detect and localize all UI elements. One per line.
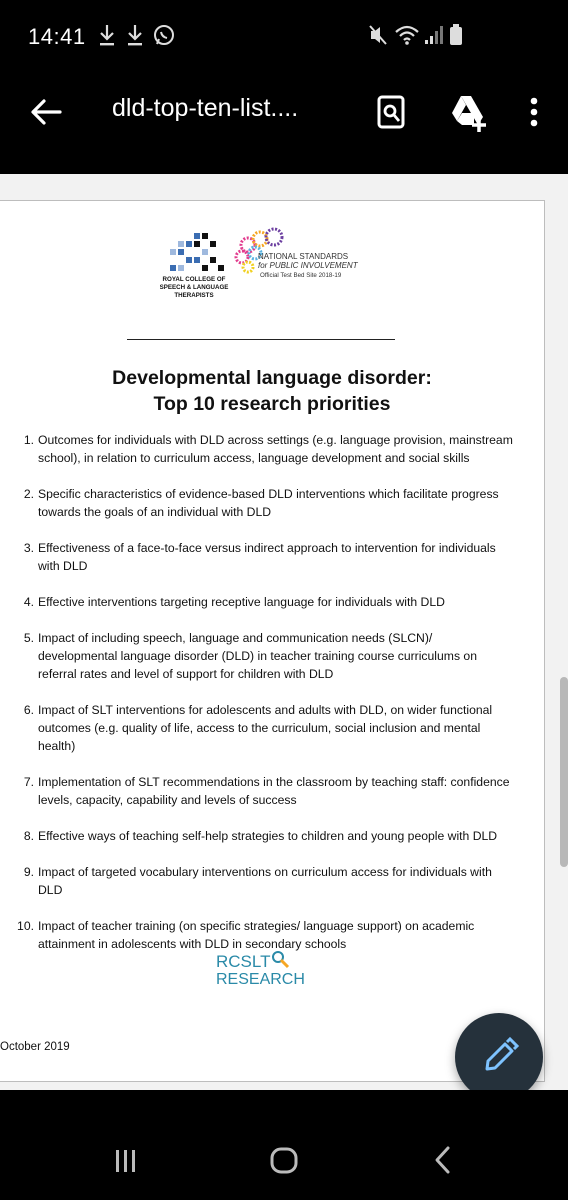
scrollbar-thumb[interactable] bbox=[560, 677, 568, 867]
list-item bbox=[14, 863, 514, 899]
add-to-drive-icon[interactable] bbox=[446, 90, 490, 134]
recents-icon[interactable] bbox=[104, 1138, 148, 1182]
list-item bbox=[14, 629, 514, 683]
heading-line-2: Top 10 research priorities bbox=[153, 393, 391, 415]
list-item bbox=[14, 593, 514, 611]
header-logos bbox=[160, 227, 390, 317]
item-number: 1. bbox=[23, 433, 34, 447]
edit-pencil-icon bbox=[455, 1013, 543, 1101]
item-number: 4. bbox=[23, 595, 34, 609]
item-number: 2. bbox=[23, 487, 34, 501]
signal-icon bbox=[424, 22, 444, 54]
rcslt-research-logo bbox=[214, 951, 324, 991]
mute-icon bbox=[368, 22, 388, 54]
list-item bbox=[14, 431, 514, 467]
item-text: Impact of targeted vocabulary interventions on curriculum access for individuals with DLD bbox=[38, 865, 492, 897]
list-item bbox=[14, 773, 514, 809]
divider bbox=[127, 339, 395, 340]
status-time: 14:41 bbox=[28, 24, 86, 49]
rcslt-logo-line3: THERAPISTS bbox=[174, 292, 214, 299]
item-number: 8. bbox=[23, 829, 34, 843]
app-bar bbox=[0, 70, 568, 174]
item-text: Effective ways of teaching self-help strategies to children and young people with DLD bbox=[38, 829, 498, 843]
item-text: Outcomes for individuals with DLD across settings (e.g. language provision, mainstream school), in relation to curriculum access, language development and social skills bbox=[38, 433, 513, 465]
nspi-logo-line2: for PUBLIC INVOLVEMENT bbox=[258, 261, 358, 270]
document-viewer[interactable] bbox=[0, 174, 568, 1090]
rcslt-logo-line2: SPEECH & LANGUAGE bbox=[160, 284, 229, 291]
item-text: Effectiveness of a face-to-face versus indirect approach to intervention for individuals with DLD bbox=[38, 541, 496, 573]
battery-icon bbox=[448, 22, 464, 54]
home-icon[interactable] bbox=[262, 1138, 306, 1182]
back-icon[interactable] bbox=[420, 1138, 464, 1182]
heading-line-1: Developmental language disorder: bbox=[112, 367, 432, 389]
item-text: Effective interventions targeting receptive language for individuals with DLD bbox=[38, 595, 445, 609]
more-vert-icon[interactable] bbox=[512, 90, 556, 134]
wifi-icon bbox=[394, 22, 420, 54]
priorities-list bbox=[14, 431, 514, 953]
list-item bbox=[14, 485, 514, 521]
item-number: 10. bbox=[17, 919, 34, 933]
download-icon bbox=[98, 22, 116, 54]
item-text: Implementation of SLT recommendations in the classroom by teaching staff: confidence levels, capacity, capability and levels of success bbox=[38, 775, 510, 807]
page-heading bbox=[40, 365, 504, 417]
rcslt-research-logo-line1: RCSLT bbox=[216, 952, 271, 971]
edit-button[interactable] bbox=[455, 1013, 543, 1101]
item-text: Impact of teacher training (on specific strategies/ language support) on academic attainment in adolescents with DLD in secondary schools bbox=[38, 919, 475, 951]
find-in-document-icon[interactable] bbox=[370, 90, 414, 134]
item-number: 5. bbox=[23, 631, 34, 645]
item-number: 3. bbox=[23, 541, 34, 555]
rcslt-logo bbox=[160, 227, 390, 317]
system-nav-bar bbox=[0, 1090, 568, 1200]
document-title: dld-top-ten-list.... bbox=[112, 94, 299, 122]
nspi-logo-line3: Official Test Bed Site 2018-19 bbox=[260, 272, 342, 279]
document-page bbox=[0, 200, 545, 1082]
rcslt-research-logo-line2: RESEARCH bbox=[216, 971, 305, 988]
list-item bbox=[14, 917, 514, 953]
download-icon bbox=[126, 22, 144, 54]
nspi-logo-line1: NATIONAL STANDARDS bbox=[258, 252, 349, 261]
whatsapp-icon bbox=[152, 22, 176, 54]
item-number: 9. bbox=[23, 865, 34, 879]
item-text: Specific characteristics of evidence-based DLD interventions which facilitate progress towards the goals of an individual with DLD bbox=[38, 487, 499, 519]
list-item bbox=[14, 827, 514, 845]
arrow-back-icon[interactable] bbox=[26, 92, 66, 132]
item-number: 6. bbox=[23, 703, 34, 717]
item-number: 7. bbox=[23, 775, 34, 789]
document-date: October 2019 bbox=[0, 1041, 70, 1053]
list-item bbox=[14, 539, 514, 575]
item-text: Impact of SLT interventions for adolescents and adults with DLD, on wider functional outcomes (e.g. quality of life, access to the curriculum, social inclusion and mental health) bbox=[38, 703, 493, 753]
status-bar bbox=[0, 0, 568, 70]
rcslt-logo-line1: ROYAL COLLEGE OF bbox=[162, 276, 226, 283]
item-text: Impact of including speech, language and communication needs (SLCN)/ developmental language disorder (DLD) in teacher training course curriculums on referral rates and level of support for children with DLD bbox=[38, 631, 477, 681]
list-item bbox=[14, 701, 514, 755]
